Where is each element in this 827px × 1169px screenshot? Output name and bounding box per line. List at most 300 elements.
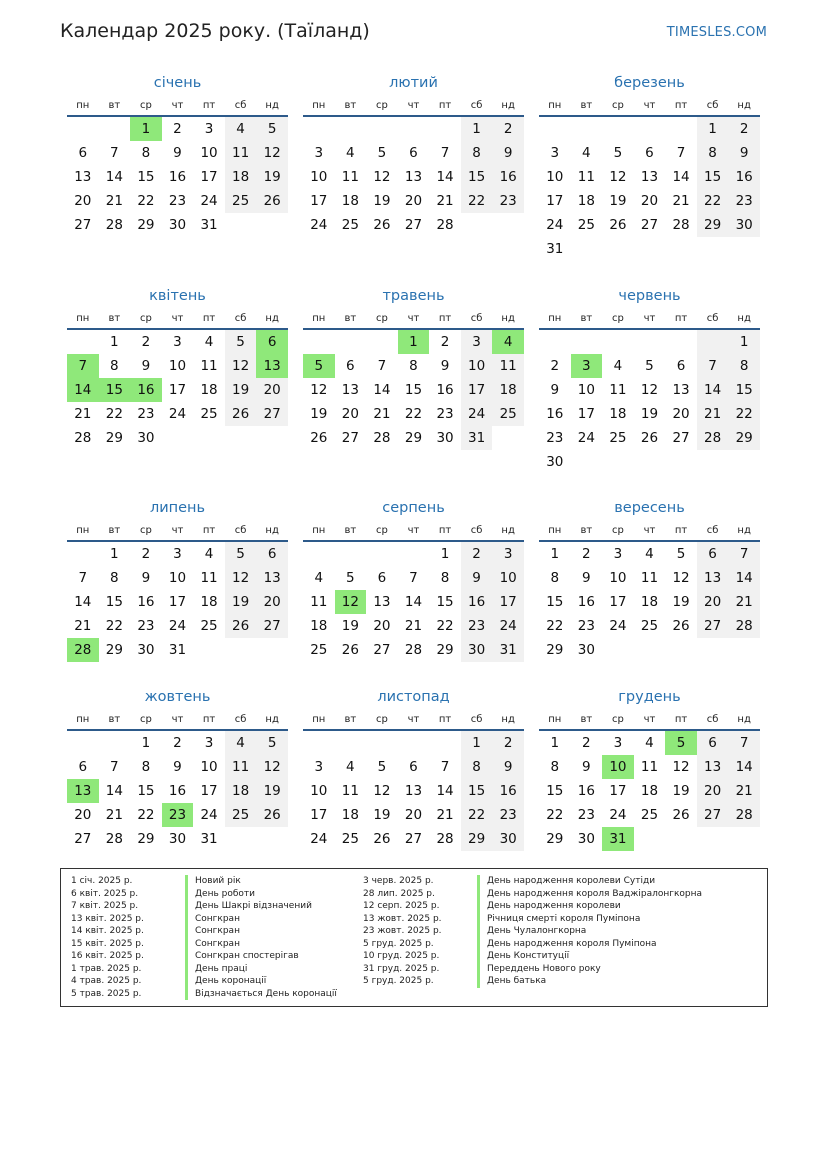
day-cell[interactable]: 28: [373, 430, 391, 446]
day-cell[interactable]: 13: [404, 169, 423, 185]
day-cell[interactable]: 6: [697, 731, 729, 755]
day-cell[interactable]: 30: [137, 642, 155, 658]
day-cell[interactable]: 22: [436, 618, 454, 634]
day-cell[interactable]: 25: [225, 189, 257, 213]
day-cell[interactable]: 14: [105, 783, 123, 799]
day-cell[interactable]: 30: [546, 454, 564, 470]
day-cell[interactable]: 3: [571, 354, 603, 378]
day-cell[interactable]: 25: [225, 803, 257, 827]
day-cell[interactable]: 25: [200, 406, 218, 422]
day-cell[interactable]: 15: [697, 165, 729, 189]
day-cell[interactable]: 2: [550, 358, 560, 374]
day-cell[interactable]: 29: [461, 827, 493, 851]
day-cell[interactable]: 17: [168, 594, 187, 610]
day-cell[interactable]: 26: [310, 430, 328, 446]
day-cell[interactable]: 8: [141, 759, 151, 775]
day-cell[interactable]: 13: [404, 783, 423, 799]
day-cell[interactable]: 1: [110, 546, 119, 562]
day-cell[interactable]: 21: [436, 193, 454, 209]
day-cell[interactable]: 15: [436, 594, 454, 610]
day-cell[interactable]: 9: [141, 358, 151, 374]
day-cell[interactable]: 15: [461, 779, 493, 803]
day-cell[interactable]: 16: [728, 165, 760, 189]
day-cell[interactable]: 29: [436, 642, 454, 658]
day-cell[interactable]: 27: [697, 803, 729, 827]
day-cell[interactable]: 27: [256, 402, 288, 426]
day-cell[interactable]: 16: [492, 779, 524, 803]
day-cell[interactable]: 13: [256, 354, 288, 378]
day-cell[interactable]: 7: [110, 145, 119, 161]
day-cell[interactable]: 19: [640, 406, 659, 422]
day-cell[interactable]: 9: [173, 759, 182, 775]
day-cell[interactable]: 23: [577, 618, 595, 634]
day-cell[interactable]: 16: [577, 594, 595, 610]
day-cell[interactable]: 14: [436, 783, 454, 799]
day-cell[interactable]: 17: [310, 807, 328, 823]
day-cell[interactable]: 1: [697, 117, 729, 141]
day-cell[interactable]: 5: [377, 145, 387, 161]
day-cell[interactable]: 27: [697, 614, 729, 638]
day-cell[interactable]: 22: [137, 193, 155, 209]
day-cell[interactable]: 11: [225, 141, 257, 165]
day-cell[interactable]: 16: [577, 783, 595, 799]
day-cell[interactable]: 5: [613, 145, 623, 161]
day-cell[interactable]: 18: [577, 193, 595, 209]
day-cell[interactable]: 7: [676, 145, 686, 161]
day-cell[interactable]: 8: [409, 358, 418, 374]
day-cell[interactable]: 28: [728, 614, 760, 638]
day-cell[interactable]: 12: [373, 169, 391, 185]
day-cell[interactable]: 28: [105, 217, 123, 233]
day-cell[interactable]: 28: [67, 638, 99, 662]
day-cell[interactable]: 3: [204, 121, 214, 137]
day-cell[interactable]: 8: [550, 759, 560, 775]
day-cell[interactable]: 9: [492, 141, 524, 165]
day-cell[interactable]: 23: [137, 618, 155, 634]
day-cell[interactable]: 27: [404, 217, 423, 233]
day-cell[interactable]: 24: [200, 807, 218, 823]
day-cell[interactable]: 17: [577, 406, 595, 422]
day-cell[interactable]: 16: [492, 165, 524, 189]
day-cell[interactable]: 19: [672, 594, 690, 610]
day-cell[interactable]: 7: [409, 570, 418, 586]
day-cell[interactable]: 24: [310, 217, 328, 233]
day-cell[interactable]: 15: [99, 378, 131, 402]
day-cell[interactable]: 20: [672, 406, 690, 422]
day-cell[interactable]: 12: [256, 141, 288, 165]
day-cell[interactable]: 26: [609, 217, 627, 233]
day-cell[interactable]: 25: [640, 807, 659, 823]
day-cell[interactable]: 10: [310, 169, 328, 185]
day-cell[interactable]: 24: [168, 618, 187, 634]
day-cell[interactable]: 25: [310, 642, 328, 658]
day-cell[interactable]: 23: [137, 406, 155, 422]
day-cell[interactable]: 12: [225, 354, 257, 378]
day-cell[interactable]: 9: [582, 759, 591, 775]
day-cell[interactable]: 3: [550, 145, 560, 161]
day-cell[interactable]: 12: [256, 755, 288, 779]
day-cell[interactable]: 15: [404, 382, 423, 398]
day-cell[interactable]: 25: [200, 618, 218, 634]
day-cell[interactable]: 4: [204, 334, 214, 350]
day-cell[interactable]: 15: [105, 594, 123, 610]
day-cell[interactable]: 29: [728, 426, 760, 450]
day-cell[interactable]: 25: [577, 217, 595, 233]
day-cell[interactable]: 27: [672, 430, 690, 446]
day-cell[interactable]: 29: [137, 831, 155, 847]
site-link[interactable]: TIMESLES.COM: [666, 25, 767, 40]
day-cell[interactable]: 1: [550, 546, 560, 562]
day-cell[interactable]: 27: [256, 614, 288, 638]
day-cell[interactable]: 7: [728, 731, 760, 755]
day-cell[interactable]: 3: [461, 330, 493, 354]
day-cell[interactable]: 9: [461, 566, 493, 590]
day-cell[interactable]: 29: [105, 642, 123, 658]
day-cell[interactable]: 2: [582, 735, 591, 751]
day-cell[interactable]: 23: [492, 189, 524, 213]
day-cell[interactable]: 16: [546, 406, 564, 422]
day-cell[interactable]: 28: [105, 831, 123, 847]
day-cell[interactable]: 4: [346, 145, 355, 161]
day-cell[interactable]: 21: [373, 406, 391, 422]
day-cell[interactable]: 13: [74, 169, 92, 185]
day-cell[interactable]: 22: [105, 406, 123, 422]
day-cell[interactable]: 19: [256, 165, 288, 189]
day-cell[interactable]: 17: [200, 169, 218, 185]
day-cell[interactable]: 22: [546, 807, 564, 823]
day-cell[interactable]: 7: [67, 354, 99, 378]
day-cell[interactable]: 20: [256, 590, 288, 614]
day-cell[interactable]: 11: [577, 169, 595, 185]
day-cell[interactable]: 5: [665, 731, 697, 755]
day-cell[interactable]: 20: [404, 193, 423, 209]
day-cell[interactable]: 30: [436, 430, 454, 446]
day-cell[interactable]: 17: [461, 378, 493, 402]
day-cell[interactable]: 24: [492, 614, 524, 638]
day-cell[interactable]: 8: [110, 570, 119, 586]
day-cell[interactable]: 24: [577, 430, 595, 446]
day-cell[interactable]: 30: [168, 831, 187, 847]
day-cell[interactable]: 3: [314, 145, 324, 161]
day-cell[interactable]: 22: [728, 402, 760, 426]
day-cell[interactable]: 10: [609, 570, 627, 586]
day-cell[interactable]: 30: [168, 217, 187, 233]
day-cell[interactable]: 6: [377, 570, 387, 586]
day-cell[interactable]: 8: [461, 755, 493, 779]
day-cell[interactable]: 17: [200, 783, 218, 799]
day-cell[interactable]: 21: [436, 807, 454, 823]
day-cell[interactable]: 18: [225, 779, 257, 803]
day-cell[interactable]: 10: [200, 145, 218, 161]
day-cell[interactable]: 20: [404, 807, 423, 823]
day-cell[interactable]: 1: [130, 117, 162, 141]
day-cell[interactable]: 11: [341, 169, 359, 185]
day-cell[interactable]: 31: [461, 426, 493, 450]
day-cell[interactable]: 22: [137, 807, 155, 823]
day-cell[interactable]: 5: [676, 546, 686, 562]
day-cell[interactable]: 30: [577, 642, 595, 658]
day-cell[interactable]: 26: [640, 430, 659, 446]
day-cell[interactable]: 29: [404, 430, 423, 446]
day-cell[interactable]: 3: [492, 542, 524, 566]
day-cell[interactable]: 16: [137, 594, 155, 610]
day-cell[interactable]: 12: [310, 382, 328, 398]
day-cell[interactable]: 4: [314, 570, 324, 586]
day-cell[interactable]: 16: [436, 382, 454, 398]
day-cell[interactable]: 5: [225, 542, 257, 566]
day-cell[interactable]: 30: [728, 213, 760, 237]
day-cell[interactable]: 10: [577, 382, 595, 398]
day-cell[interactable]: 20: [640, 193, 659, 209]
day-cell[interactable]: 18: [310, 618, 328, 634]
day-cell[interactable]: 20: [74, 193, 92, 209]
day-cell[interactable]: 27: [74, 217, 92, 233]
day-cell[interactable]: 15: [546, 594, 564, 610]
day-cell[interactable]: 10: [492, 566, 524, 590]
day-cell[interactable]: 22: [404, 406, 423, 422]
day-cell[interactable]: 24: [168, 406, 187, 422]
day-cell[interactable]: 29: [546, 642, 564, 658]
day-cell[interactable]: 20: [341, 406, 359, 422]
day-cell[interactable]: 17: [609, 594, 627, 610]
day-cell[interactable]: 22: [546, 618, 564, 634]
day-cell[interactable]: 18: [341, 193, 359, 209]
day-cell[interactable]: 5: [303, 354, 335, 378]
day-cell[interactable]: 6: [78, 145, 88, 161]
day-cell[interactable]: 29: [697, 213, 729, 237]
day-cell[interactable]: 22: [697, 189, 729, 213]
day-cell[interactable]: 1: [461, 117, 493, 141]
day-cell[interactable]: 21: [728, 590, 760, 614]
day-cell[interactable]: 31: [200, 217, 218, 233]
day-cell[interactable]: 21: [728, 779, 760, 803]
day-cell[interactable]: 21: [404, 618, 423, 634]
day-cell[interactable]: 24: [609, 807, 627, 823]
day-cell[interactable]: 21: [105, 807, 123, 823]
day-cell[interactable]: 10: [310, 783, 328, 799]
day-cell[interactable]: 11: [640, 759, 659, 775]
day-cell[interactable]: 10: [602, 755, 634, 779]
day-cell[interactable]: 14: [67, 378, 99, 402]
day-cell[interactable]: 17: [546, 193, 564, 209]
day-cell[interactable]: 25: [492, 402, 524, 426]
day-cell[interactable]: 28: [436, 217, 454, 233]
day-cell[interactable]: 22: [461, 189, 493, 213]
day-cell[interactable]: 22: [461, 803, 493, 827]
day-cell[interactable]: 30: [492, 827, 524, 851]
day-cell[interactable]: 15: [461, 165, 493, 189]
day-cell[interactable]: 13: [672, 382, 690, 398]
day-cell[interactable]: 6: [676, 358, 686, 374]
day-cell[interactable]: 17: [492, 590, 524, 614]
day-cell[interactable]: 23: [436, 406, 454, 422]
day-cell[interactable]: 4: [582, 145, 591, 161]
day-cell[interactable]: 20: [74, 807, 92, 823]
day-cell[interactable]: 25: [609, 430, 627, 446]
day-cell[interactable]: 13: [67, 779, 99, 803]
day-cell[interactable]: 11: [225, 755, 257, 779]
day-cell[interactable]: 14: [728, 566, 760, 590]
day-cell[interactable]: 13: [256, 566, 288, 590]
day-cell[interactable]: 6: [697, 542, 729, 566]
day-cell[interactable]: 28: [672, 217, 690, 233]
day-cell[interactable]: 12: [640, 382, 659, 398]
day-cell[interactable]: 18: [200, 382, 218, 398]
day-cell[interactable]: 19: [373, 807, 391, 823]
day-cell[interactable]: 27: [640, 217, 659, 233]
day-cell[interactable]: 11: [200, 570, 218, 586]
day-cell[interactable]: 11: [609, 382, 627, 398]
day-cell[interactable]: 13: [341, 382, 359, 398]
day-cell[interactable]: 27: [404, 831, 423, 847]
day-cell[interactable]: 21: [672, 193, 690, 209]
day-cell[interactable]: 2: [440, 334, 450, 350]
day-cell[interactable]: 2: [461, 542, 493, 566]
day-cell[interactable]: 8: [728, 354, 760, 378]
day-cell[interactable]: 11: [310, 594, 328, 610]
day-cell[interactable]: 18: [225, 165, 257, 189]
day-cell[interactable]: 1: [141, 735, 151, 751]
day-cell[interactable]: 18: [640, 594, 659, 610]
day-cell[interactable]: 29: [546, 831, 564, 847]
day-cell[interactable]: 8: [550, 570, 560, 586]
day-cell[interactable]: 6: [256, 330, 288, 354]
day-cell[interactable]: 5: [225, 330, 257, 354]
day-cell[interactable]: 23: [546, 430, 564, 446]
day-cell[interactable]: 2: [492, 117, 524, 141]
day-cell[interactable]: 11: [200, 358, 218, 374]
day-cell[interactable]: 3: [613, 546, 623, 562]
day-cell[interactable]: 20: [256, 378, 288, 402]
day-cell[interactable]: 26: [225, 614, 257, 638]
day-cell[interactable]: 9: [582, 570, 591, 586]
day-cell[interactable]: 18: [200, 594, 218, 610]
day-cell[interactable]: 19: [256, 779, 288, 803]
day-cell[interactable]: 19: [373, 193, 391, 209]
day-cell[interactable]: 2: [492, 731, 524, 755]
day-cell[interactable]: 19: [672, 783, 690, 799]
day-cell[interactable]: 15: [137, 783, 155, 799]
day-cell[interactable]: 11: [492, 354, 524, 378]
day-cell[interactable]: 9: [440, 358, 450, 374]
day-cell[interactable]: 6: [409, 759, 418, 775]
day-cell[interactable]: 7: [440, 759, 450, 775]
day-cell[interactable]: 18: [609, 406, 627, 422]
day-cell[interactable]: 6: [256, 542, 288, 566]
day-cell[interactable]: 3: [314, 759, 324, 775]
day-cell[interactable]: 19: [225, 590, 257, 614]
day-cell[interactable]: 24: [461, 402, 493, 426]
day-cell[interactable]: 1: [461, 731, 493, 755]
day-cell[interactable]: 27: [74, 831, 92, 847]
day-cell[interactable]: 3: [173, 334, 182, 350]
day-cell[interactable]: 8: [110, 358, 119, 374]
day-cell[interactable]: 4: [225, 731, 257, 755]
day-cell[interactable]: 24: [546, 217, 564, 233]
day-cell[interactable]: 29: [105, 430, 123, 446]
day-cell[interactable]: 4: [613, 358, 623, 374]
day-cell[interactable]: 28: [436, 831, 454, 847]
day-cell[interactable]: 15: [137, 169, 155, 185]
day-cell[interactable]: 12: [672, 759, 690, 775]
day-cell[interactable]: 8: [141, 145, 151, 161]
day-cell[interactable]: 7: [728, 542, 760, 566]
day-cell[interactable]: 27: [341, 430, 359, 446]
day-cell[interactable]: 24: [200, 193, 218, 209]
day-cell[interactable]: 1: [728, 330, 760, 354]
day-cell[interactable]: 14: [728, 755, 760, 779]
day-cell[interactable]: 18: [341, 807, 359, 823]
day-cell[interactable]: 26: [256, 803, 288, 827]
day-cell[interactable]: 14: [373, 382, 391, 398]
day-cell[interactable]: 5: [256, 731, 288, 755]
day-cell[interactable]: 20: [697, 590, 729, 614]
day-cell[interactable]: 26: [672, 618, 690, 634]
day-cell[interactable]: 18: [492, 378, 524, 402]
day-cell[interactable]: 9: [492, 755, 524, 779]
day-cell[interactable]: 19: [341, 618, 359, 634]
day-cell[interactable]: 3: [204, 735, 214, 751]
day-cell[interactable]: 5: [645, 358, 654, 374]
day-cell[interactable]: 16: [130, 378, 162, 402]
day-cell[interactable]: 6: [78, 759, 88, 775]
day-cell[interactable]: 4: [204, 546, 214, 562]
day-cell[interactable]: 28: [404, 642, 423, 658]
day-cell[interactable]: 14: [74, 594, 92, 610]
day-cell[interactable]: 14: [672, 169, 690, 185]
day-cell[interactable]: 17: [609, 783, 627, 799]
day-cell[interactable]: 18: [640, 783, 659, 799]
day-cell[interactable]: 17: [310, 193, 328, 209]
day-cell[interactable]: 28: [74, 430, 92, 446]
day-cell[interactable]: 19: [225, 378, 257, 402]
day-cell[interactable]: 2: [173, 121, 182, 137]
day-cell[interactable]: 8: [697, 141, 729, 165]
day-cell[interactable]: 14: [404, 594, 423, 610]
day-cell[interactable]: 7: [78, 570, 88, 586]
day-cell[interactable]: 30: [577, 831, 595, 847]
day-cell[interactable]: 10: [168, 358, 187, 374]
day-cell[interactable]: 6: [409, 145, 418, 161]
day-cell[interactable]: 3: [173, 546, 182, 562]
day-cell[interactable]: 11: [341, 783, 359, 799]
day-cell[interactable]: 26: [672, 807, 690, 823]
day-cell[interactable]: 12: [672, 570, 690, 586]
day-cell[interactable]: 12: [335, 590, 367, 614]
day-cell[interactable]: 4: [346, 759, 355, 775]
day-cell[interactable]: 10: [461, 354, 493, 378]
day-cell[interactable]: 22: [105, 618, 123, 634]
day-cell[interactable]: 10: [200, 759, 218, 775]
day-cell[interactable]: 2: [173, 735, 182, 751]
day-cell[interactable]: 1: [550, 735, 560, 751]
day-cell[interactable]: 21: [105, 193, 123, 209]
day-cell[interactable]: 30: [461, 638, 493, 662]
day-cell[interactable]: 31: [492, 638, 524, 662]
day-cell[interactable]: 9: [550, 382, 560, 398]
day-cell[interactable]: 23: [728, 189, 760, 213]
day-cell[interactable]: 1: [440, 546, 450, 562]
day-cell[interactable]: 4: [225, 117, 257, 141]
day-cell[interactable]: 6: [645, 145, 654, 161]
day-cell[interactable]: 15: [728, 378, 760, 402]
day-cell[interactable]: 19: [609, 193, 627, 209]
day-cell[interactable]: 2: [141, 334, 151, 350]
day-cell[interactable]: 12: [225, 566, 257, 590]
day-cell[interactable]: 10: [546, 169, 564, 185]
day-cell[interactable]: 9: [141, 570, 151, 586]
day-cell[interactable]: 25: [341, 831, 359, 847]
